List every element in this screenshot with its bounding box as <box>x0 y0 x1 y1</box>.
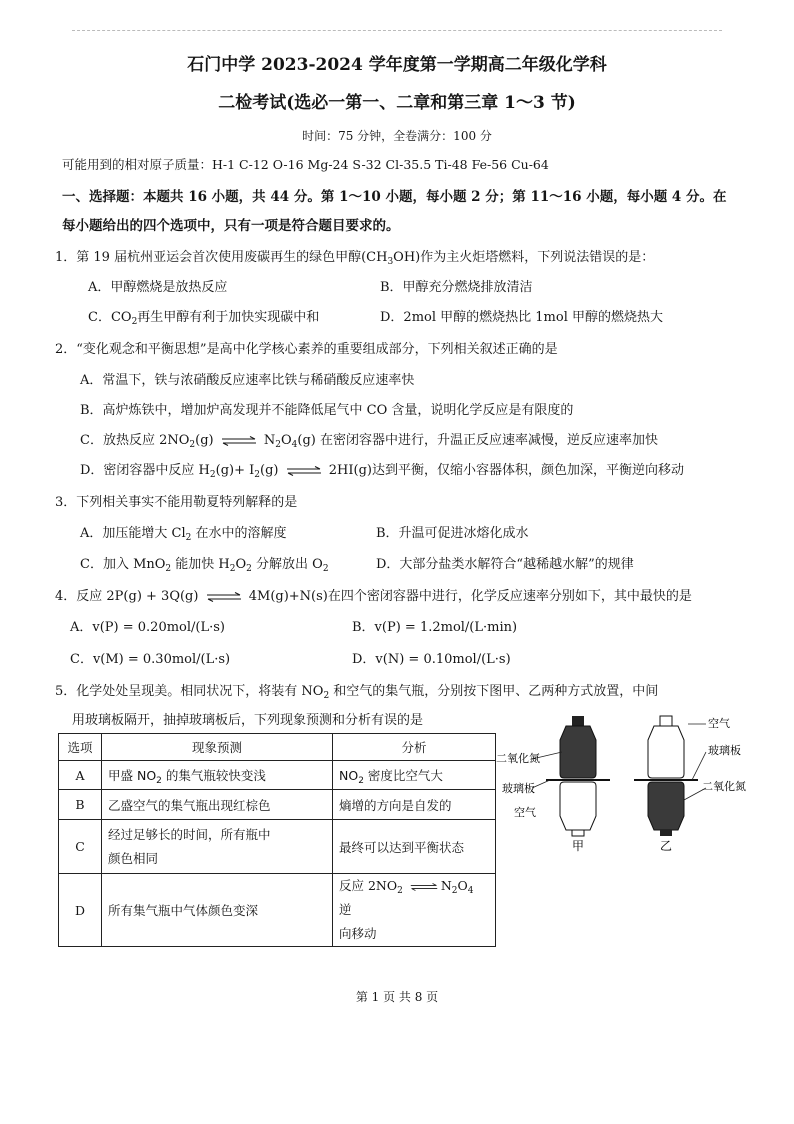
q4-option-a: A．v(P) = 0.20mol/(L·s) <box>70 620 225 635</box>
q2-option-d: D．密闭容器中反应 $H_2(g)+ I_2(g)$ 2HI(g)达到平衡，仅缩小容器体积，颜色加深，平衡逆向移动 <box>80 463 684 480</box>
row-d-option: D <box>59 874 102 947</box>
q3-option-d: D．大部分盐类水解符合“越稀越水解”的规律 <box>376 557 634 572</box>
q3-stem: 3．下列相关事实不能用勒夏特列解释的是 <box>55 495 298 510</box>
row-c-option: C <box>59 820 102 874</box>
yi-plate-label: 玻璃板 <box>708 744 741 757</box>
q5-options-table <box>58 733 496 947</box>
equilibrium-arrow-icon <box>286 466 322 476</box>
q1-option-d: D．2mol 甲醇的燃烧热比 1mol 甲醇的燃烧热大 <box>380 310 663 325</box>
row-a-analysis: $NO_2$ 密度比空气大 <box>333 761 496 790</box>
table-header-analysis: 分析 <box>333 734 496 761</box>
section1-instructions-line2: 每小题给出的四个选项中，只有一项是符合题目要求的。 <box>62 218 400 234</box>
jia-name-label: 甲 <box>572 839 585 852</box>
q3-option-b: B．升温可促进冰熔化成水 <box>376 526 529 541</box>
table-header-prediction: 现象预测 <box>102 734 333 761</box>
jia-air-bottle <box>560 782 596 836</box>
page-footer: 第 1 页 共 8 页 <box>355 990 439 1004</box>
row-a-option: A <box>59 761 102 790</box>
section1-instructions-line1: 一、选择题：本题共 16 小题，共 44 分。第 1～10 小题，每小题 2 分；第 11～16 小题，每小题 4 分。在 <box>62 189 727 205</box>
yi-name-label: 乙 <box>660 839 673 852</box>
q1-option-b: B．甲醇充分燃烧排放清洁 <box>380 280 533 295</box>
q2-option-c: C．放热反应 $2NO_2(g)$ $N_2O_4(g)$ 在密闭容器中进行，升温正反应速率减慢，逆反应速率加快 <box>80 433 658 450</box>
row-b-prediction: 乙盛空气的集气瓶出现红棕色 <box>102 790 333 820</box>
table-row <box>59 874 496 947</box>
q1-stem: 1．第 19 届杭州亚运会首次使用废碳再生的绿色甲醇$(CH_3OH)$作为主火炬塔燃料，下列说法错误的是： <box>55 250 655 267</box>
q1-option-a: A．甲醇燃烧是放热反应 <box>88 280 228 295</box>
row-d-prediction: 所有集气瓶中气体颜色变深 <box>102 874 333 947</box>
jia-no2-bottle <box>560 716 596 778</box>
row-a-prediction: 甲盛 $NO_2$ 的集气瓶较快变浅 <box>102 761 333 790</box>
yi-air-bottle <box>648 716 684 778</box>
yi-air-label: 空气 <box>708 717 730 730</box>
exam-time-info: 时间：75 分钟，全卷满分：100 分 <box>302 129 492 143</box>
table-row <box>59 820 496 874</box>
q3-option-c: C．加入 MnO$_2$ 能加快 $H_2O_2$ 分解放出 $O_2$ <box>80 557 329 574</box>
gas-bottles-diagram <box>492 712 752 852</box>
exam-title-line2: 二检考试(选必一第一、二章和第三章 1～3 节) <box>218 93 576 113</box>
q5-stem: 5．化学处处呈现美。相同状况下，将装有 $NO_2$ 和空气的集气瓶，分别按下图甲、乙两种方式放置，中间 <box>55 684 659 701</box>
table-header-row <box>59 734 496 761</box>
jia-air-label: 空气 <box>514 806 536 819</box>
yi-no2-label: 二氧化氮 <box>702 780 746 793</box>
row-c-prediction: 经过足够长的时间，所有瓶中 颜色相同 <box>102 820 333 874</box>
exam-title-line1: 石门中学 2023-2024 学年度第一学期高二年级化学科 <box>187 55 607 75</box>
table-header-option: 选项 <box>59 734 102 761</box>
q4-option-c: C．v(M) = 0.30mol/(L·s) <box>70 652 231 667</box>
atomic-masses: 可能用到的相对原子质量：H-1 C-12 O-16 Mg-24 S-32 Cl-35.5 Ti-48 Fe-56 Cu-64 <box>62 157 549 172</box>
yi-no2-bottle <box>648 782 684 836</box>
row-b-analysis: 熵增的方向是自发的 <box>333 790 496 820</box>
q1-option-c: C．$CO_2$再生甲醇有利于加快实现碳中和 <box>88 310 320 327</box>
equilibrium-arrow-icon <box>410 882 438 892</box>
row-b-option: B <box>59 790 102 820</box>
row-d-analysis: 反应 $2NO_2$ $N_2O_4$ 逆 向移动 <box>333 874 496 947</box>
table-row <box>59 761 496 790</box>
q4-option-d: D．v(N) = 0.10mol/(L·s) <box>352 652 511 667</box>
jia-no2-label: 二氧化氮 <box>496 752 540 765</box>
row-c-analysis: 最终可以达到平衡状态 <box>333 820 496 874</box>
q2-option-a: A．常温下，铁与浓硝酸反应速率比铁与稀硝酸反应速率快 <box>80 373 415 388</box>
q2-stem: 2．“变化观念和平衡思想”是高中化学核心素养的重要组成部分，下列相关叙述正确的是 <box>55 342 558 357</box>
equilibrium-arrow-icon <box>221 436 257 446</box>
top-divider <box>72 30 722 31</box>
q4-option-b: B．v(P) = 1.2mol/(L·min) <box>352 620 518 635</box>
q2-option-b: B．高炉炼铁中，增加炉高发现并不能降低尾气中 CO 含量，说明化学反应是有限度的 <box>80 403 574 418</box>
table-row <box>59 790 496 820</box>
q4-stem: 4．反应 2P(g) + 3Q(g) 4M(g)+N(s)在四个密闭容器中进行，化学反应速率分别如下，其中最快的是 <box>55 589 692 604</box>
q3-option-a: A．加压能增大 $Cl_2$ 在水中的溶解度 <box>80 526 287 543</box>
jia-plate-label: 玻璃板 <box>502 782 535 795</box>
equilibrium-arrow-icon <box>206 592 242 602</box>
q5-stem-line2: 用玻璃板隔开，抽掉玻璃板后，下列现象预测和分析有误的是 <box>72 713 424 728</box>
